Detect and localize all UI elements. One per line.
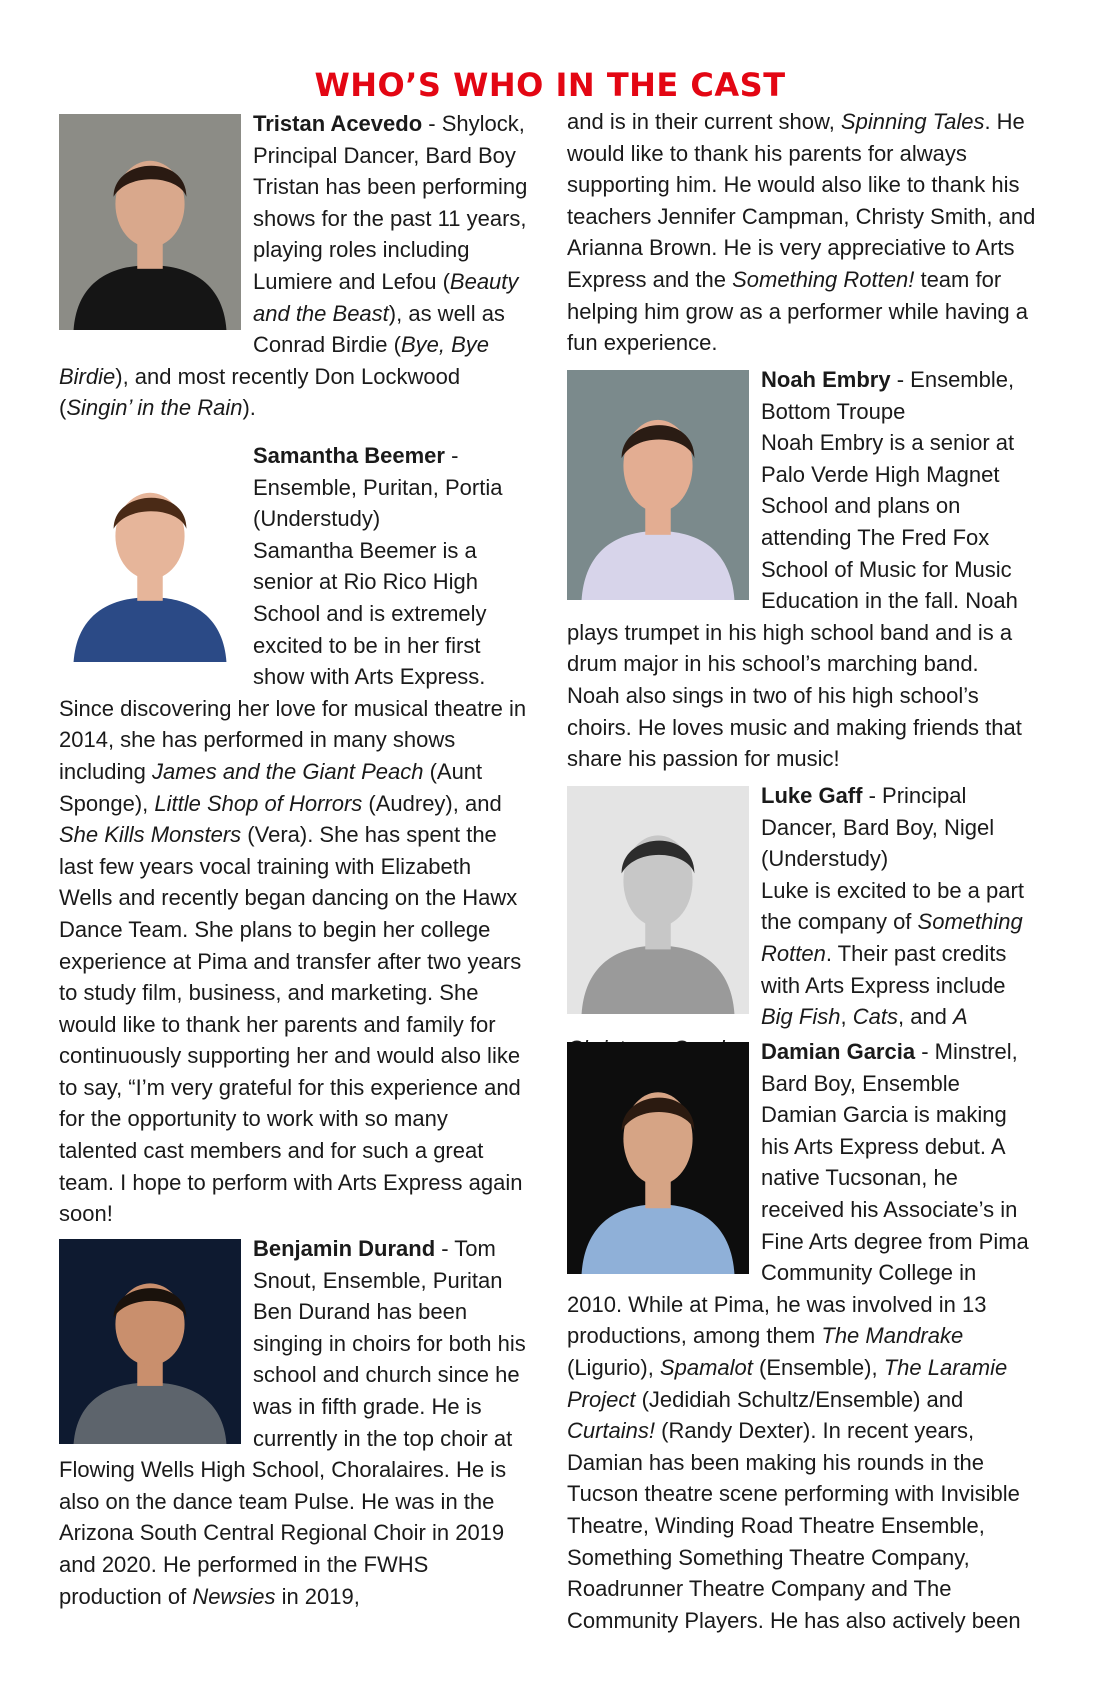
bio-samantha-beemer: Samantha Beemer - Ensemble, Puritan, Portia (Understudy) Samantha Beemer is a senior at Rio Rico High School and is extremely excited to be in her first show with Arts Express. Since discovering her love for musical theatre in 2014, she has performed in many shows including James and the Giant Peach (Aunt Sponge), Little Shop of Horrors (Audrey), and She Kills Monsters (Vera). She has spent the last few years vocal training with Elizabeth Wells and recently began dancing on the Hawx Dance Team. She plans to begin her college experience at Pima and transfer after two years to study film, business, and marketing. She would like to thank her parents and family for continuously supporting her and would also like to say, “I’m very grateful for this experience and for the opportunity to work with so many talented cast members and for such a great team. I hope to perform with Arts Express again soon! (59, 443, 527, 1227)
title-italic: She Kills Monsters (59, 822, 242, 848)
bio-text-run: . Their past credits with Arts Express include (761, 940, 1007, 998)
cast-name: Damian Garcia (761, 1039, 916, 1064)
cast-name: Benjamin Durand (253, 1236, 436, 1261)
bio-text-run: (Aunt Sponge), (59, 758, 483, 816)
cast-roles: Shylock, Principal Dancer, Bard Boy (253, 111, 525, 168)
bio-luke-gaff: Luke Gaff - Principal Dancer, Bard Boy, Nigel (Understudy) Luke is excited to be a part the company of Something Rotten. Their past credits with Arts Express include Big Fish, Cats, and A (567, 780, 1037, 1064)
bio-text-run: (Ensemble), (752, 1354, 884, 1380)
title-italic: James and the Giant Peach (151, 758, 424, 784)
cast-name: Luke Gaff (761, 783, 863, 808)
cast-roles: Tom Snout, Ensemble, Puritan (253, 1236, 503, 1293)
bio-continuation (567, 106, 1037, 359)
bio-benjamin-durand: Benjamin Durand - Tom Snout, Ensemble, Puritan Ben Durand has been singing in choirs for both his school and church since he was in fifth grade. He is currently in the top choir at Flowing Wells High School, Choralaires. He is also on the dance team Pulse. He was in the Arizona South Central Regional Choir in 2019 and 2020. He performed in the FWHS production of Newsies in 2019, (59, 1236, 526, 1609)
bio-text-run: Noah Embry is a senior at Palo Verde High Magnet School and plans on attending The Fred Fox School of Music for Music Education in the fall. Noah plays trumpet in his high school band and is a drum major in his school’s marching band. Noah also sings in two of his high school’s choirs. He loves music and making friends that share his passion for music! (567, 430, 1022, 772)
portrait-illustration (59, 1239, 241, 1444)
headshot-tristan-acevedo (59, 114, 241, 330)
cast-roles: Principal Dancer, Bard Boy, Nigel (Understudy) (761, 783, 995, 872)
bio-text-run: and is in their current show, (567, 109, 841, 134)
bio-text-run: (Audrey), and (362, 790, 502, 816)
bio-tristan-acevedo: Tristan Acevedo - Shylock, Principal Dancer, Bard Boy Tristan has been performing shows for the past 11 years, playing roles including Lumiere and Lefou (Beauty and the Beast), as well as Conrad Birdie (Bye, Bye Birdie), and most recently Don Lockwood (Singin’ in the Rain). (59, 111, 528, 421)
title-italic: Big Fish (761, 1004, 841, 1030)
portrait-illustration (567, 1042, 749, 1274)
bio-text (567, 109, 1035, 355)
bio-text-run: (Vera). She has spent the last few years vocal training with Elizabeth Wells and recently began dancing on the Hawx Dance Team. She plans to begin her college experience at Pima and transfer after two years to study film, business, and marketing. She would like to thank her parents and family for continuously supporting her and would also like to say, “I’m very grateful for this experience and for the opportunity to work with so many talented cast members and for such a great team. I hope to perform with Arts Express again soon! (59, 822, 523, 1227)
title-italic: Something Rotten (761, 909, 1023, 966)
cast-name: Noah Embry (761, 367, 891, 392)
title-italic: Little Shop of Horrors (154, 790, 363, 816)
bio-text-run: (Ligurio), (567, 1354, 660, 1380)
headshot-benjamin-durand (59, 1239, 241, 1444)
bio-text-run: team for helping him grow as a performer while having a fun experience. (567, 266, 1029, 356)
bio-noah-embry: Noah Embry - Ensemble, Bottom Troupe Noah Embry is a senior at Palo Verde High Magnet School and plans on attending The Fred Fox School of Music for Music Education in the fall. Noah plays trumpet in his high school band and is a drum major in his school’s marching band. Noah also sings in two of his high school’s choirs. He loves music and making friends that share his passion for music! (567, 367, 1022, 772)
title-italic: Beauty and the Beast (253, 268, 519, 326)
left-column (59, 0, 529, 1700)
bio-text-run: (Randy Dexter). In recent years, Damian has been making his rounds in the Tucson theatre scene performing with Invisible Theatre, Winding Road Theatre Ensemble, Something Something Theatre Company, Roadrunner Theatre Company and The Community Players. He has also actively been (567, 1418, 1021, 1633)
bio-text-run: . He would like to thank his parents for always supporting him. He would also like to thank his teachers Jennifer Campman, Christy Smith, and Arianna Brown. He is very appreciative to Arts Express and the (567, 109, 1036, 292)
bio-text-run: Tristan has been performing shows for the past 11 years, playing roles including Lumiere and Lefou ( (253, 174, 528, 294)
cast-roles: Minstrel, Bard Boy, Ensemble (761, 1039, 1018, 1096)
portrait-illustration (59, 446, 241, 662)
headshot-samantha-beemer (59, 446, 241, 662)
title-italic: The Laramie Project (567, 1354, 1008, 1412)
portrait-illustration (59, 114, 241, 330)
bio-text-run: Ben Durand has been singing in choirs for both his school and church since he was in fifth grade. He is currently in the top choir at Flowing Wells High School, Choralaires. He is also on the dance team Pulse. He was in the Arizona South Central Regional Choir in 2019 and 2020. He performed in the FWHS production of (59, 1299, 526, 1609)
portrait-illustration (567, 786, 749, 1014)
bio-text-run: Damian Garcia is making his Arts Express debut. A native Tucsonan, he received his Associate’s in Fine Arts degree from Pima Community College in 2010. While at Pima, he was involved in 13 productions, among them (567, 1102, 1029, 1349)
bio-text-run: Samantha Beemer is a senior at Rio Rico High School and is extremely excited to be in her first show with Arts Express. Since discovering her love for musical theatre in 2014, she has performed in many shows including (59, 537, 527, 784)
title-italic: Cats (852, 1004, 898, 1030)
cast-name: Samantha Beemer (253, 443, 445, 468)
headshot-luke-gaff (567, 786, 749, 1014)
bio-damian-garcia: Damian Garcia - Minstrel, Bard Boy, Ensemble Damian Garcia is making his Arts Express debut. A native Tucsonan, he received his Associate’s in Fine Arts degree from Pima Community College in 2010. While at Pima, he was involved in 13 productions, among them The Mandrake (Ligurio), Spamalot (Ensemble), The Laramie Project (Jedidiah Schultz/Ensemble) and Curtains! (Randy Dexter). In recent years, Damian has been making his rounds in the Tucson theatre scene performing with Invisible Theatre, Winding Road Theatre Ensemble, Something Something Theatre Company, Roadrunner Theatre Company and The Community Players. He has also actively been (567, 1039, 1029, 1633)
bio-text-run: (Jedidiah Schultz/Ensemble) and (635, 1386, 964, 1412)
bio-text-run: ), and most recently Don Lockwood ( (59, 363, 461, 421)
cast-roles: Ensemble, Bottom Troupe (761, 367, 1015, 424)
title-italic: Singin’ in the Rain (66, 395, 243, 421)
title-italic: Spamalot (659, 1354, 753, 1380)
cast-roles: Ensemble, Puritan, Portia (Understudy) (253, 474, 503, 532)
headshot-damian-garcia (567, 1042, 749, 1274)
headshot-noah-embry (567, 370, 749, 600)
title-italic: Curtains! (567, 1418, 656, 1444)
bio-text-run: Luke is excited to be a part the company of (761, 877, 1024, 935)
title-italic: Something Rotten! (732, 266, 915, 292)
title-italic: The Mandrake (821, 1323, 964, 1349)
right-column (567, 0, 1037, 1700)
bio-text-run: ). (242, 395, 256, 421)
bio-text-run: in 2019, (275, 1583, 360, 1609)
title-italic: Newsies (192, 1583, 276, 1609)
title-italic: A (953, 1004, 967, 1030)
page-title: WHO’S WHO IN THE CAST (314, 66, 786, 104)
portrait-illustration (567, 370, 749, 600)
cast-name: Tristan Acevedo (253, 111, 423, 136)
bio-text-run: ), as well as Conrad Birdie ( (253, 300, 505, 358)
bio-text-run: , (840, 1004, 853, 1030)
title-italic: Bye, Bye Birdie (59, 332, 489, 389)
title-italic: Spinning Tales (840, 109, 985, 134)
bio-text-run: , and (897, 1004, 954, 1030)
